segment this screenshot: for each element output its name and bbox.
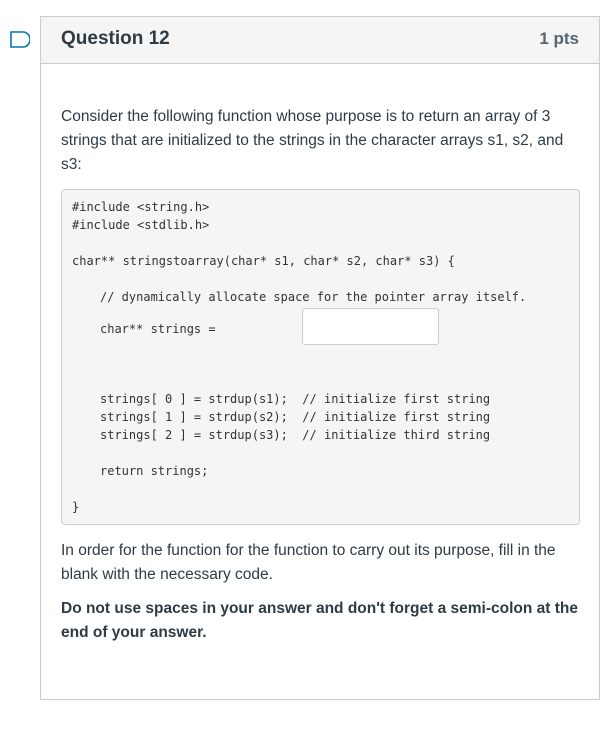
code-line: #include <string.h> — [72, 200, 210, 214]
question-header — [41, 17, 599, 64]
question-body — [61, 105, 581, 645]
code-block — [61, 189, 580, 525]
question-note: Do not use spaces in your answer and don't forget a semi-colon at the end of your answer. — [61, 600, 578, 641]
code-line: strings[ 0 ] = strdup(s1); // initialize first string — [100, 392, 491, 406]
question-instructions: In order for the function for the function to carry out its purpose, fill in the blank with the necessary code. — [61, 542, 556, 583]
code-line: char** stringstoarray(char* s1, char* s2, char* s3) { — [72, 254, 455, 268]
question-card — [40, 16, 600, 700]
question-prompt: Consider the following function whose purpose is to return an array of 3 strings that are initialized to the strings in the character arrays s1, s2, and s3: — [61, 108, 564, 173]
code-line: strings[ 1 ] = strdup(s2); // initialize first string — [100, 410, 491, 424]
code-line: return strings; — [100, 464, 209, 478]
code-comment: // dynamically allocate space for the pointer array itself. — [100, 290, 527, 304]
code-line: } — [72, 500, 80, 514]
question-title: Question 12 — [61, 28, 170, 49]
question-points: 1 pts — [539, 29, 579, 48]
flag-question-icon[interactable] — [10, 31, 30, 48]
code-line: strings[ 2 ] = strdup(s3); // initialize third string — [100, 428, 491, 442]
answer-blank-input[interactable] — [302, 308, 439, 345]
code-line: char** strings = — [100, 322, 216, 336]
code-line: #include <stdlib.h> — [72, 218, 210, 232]
